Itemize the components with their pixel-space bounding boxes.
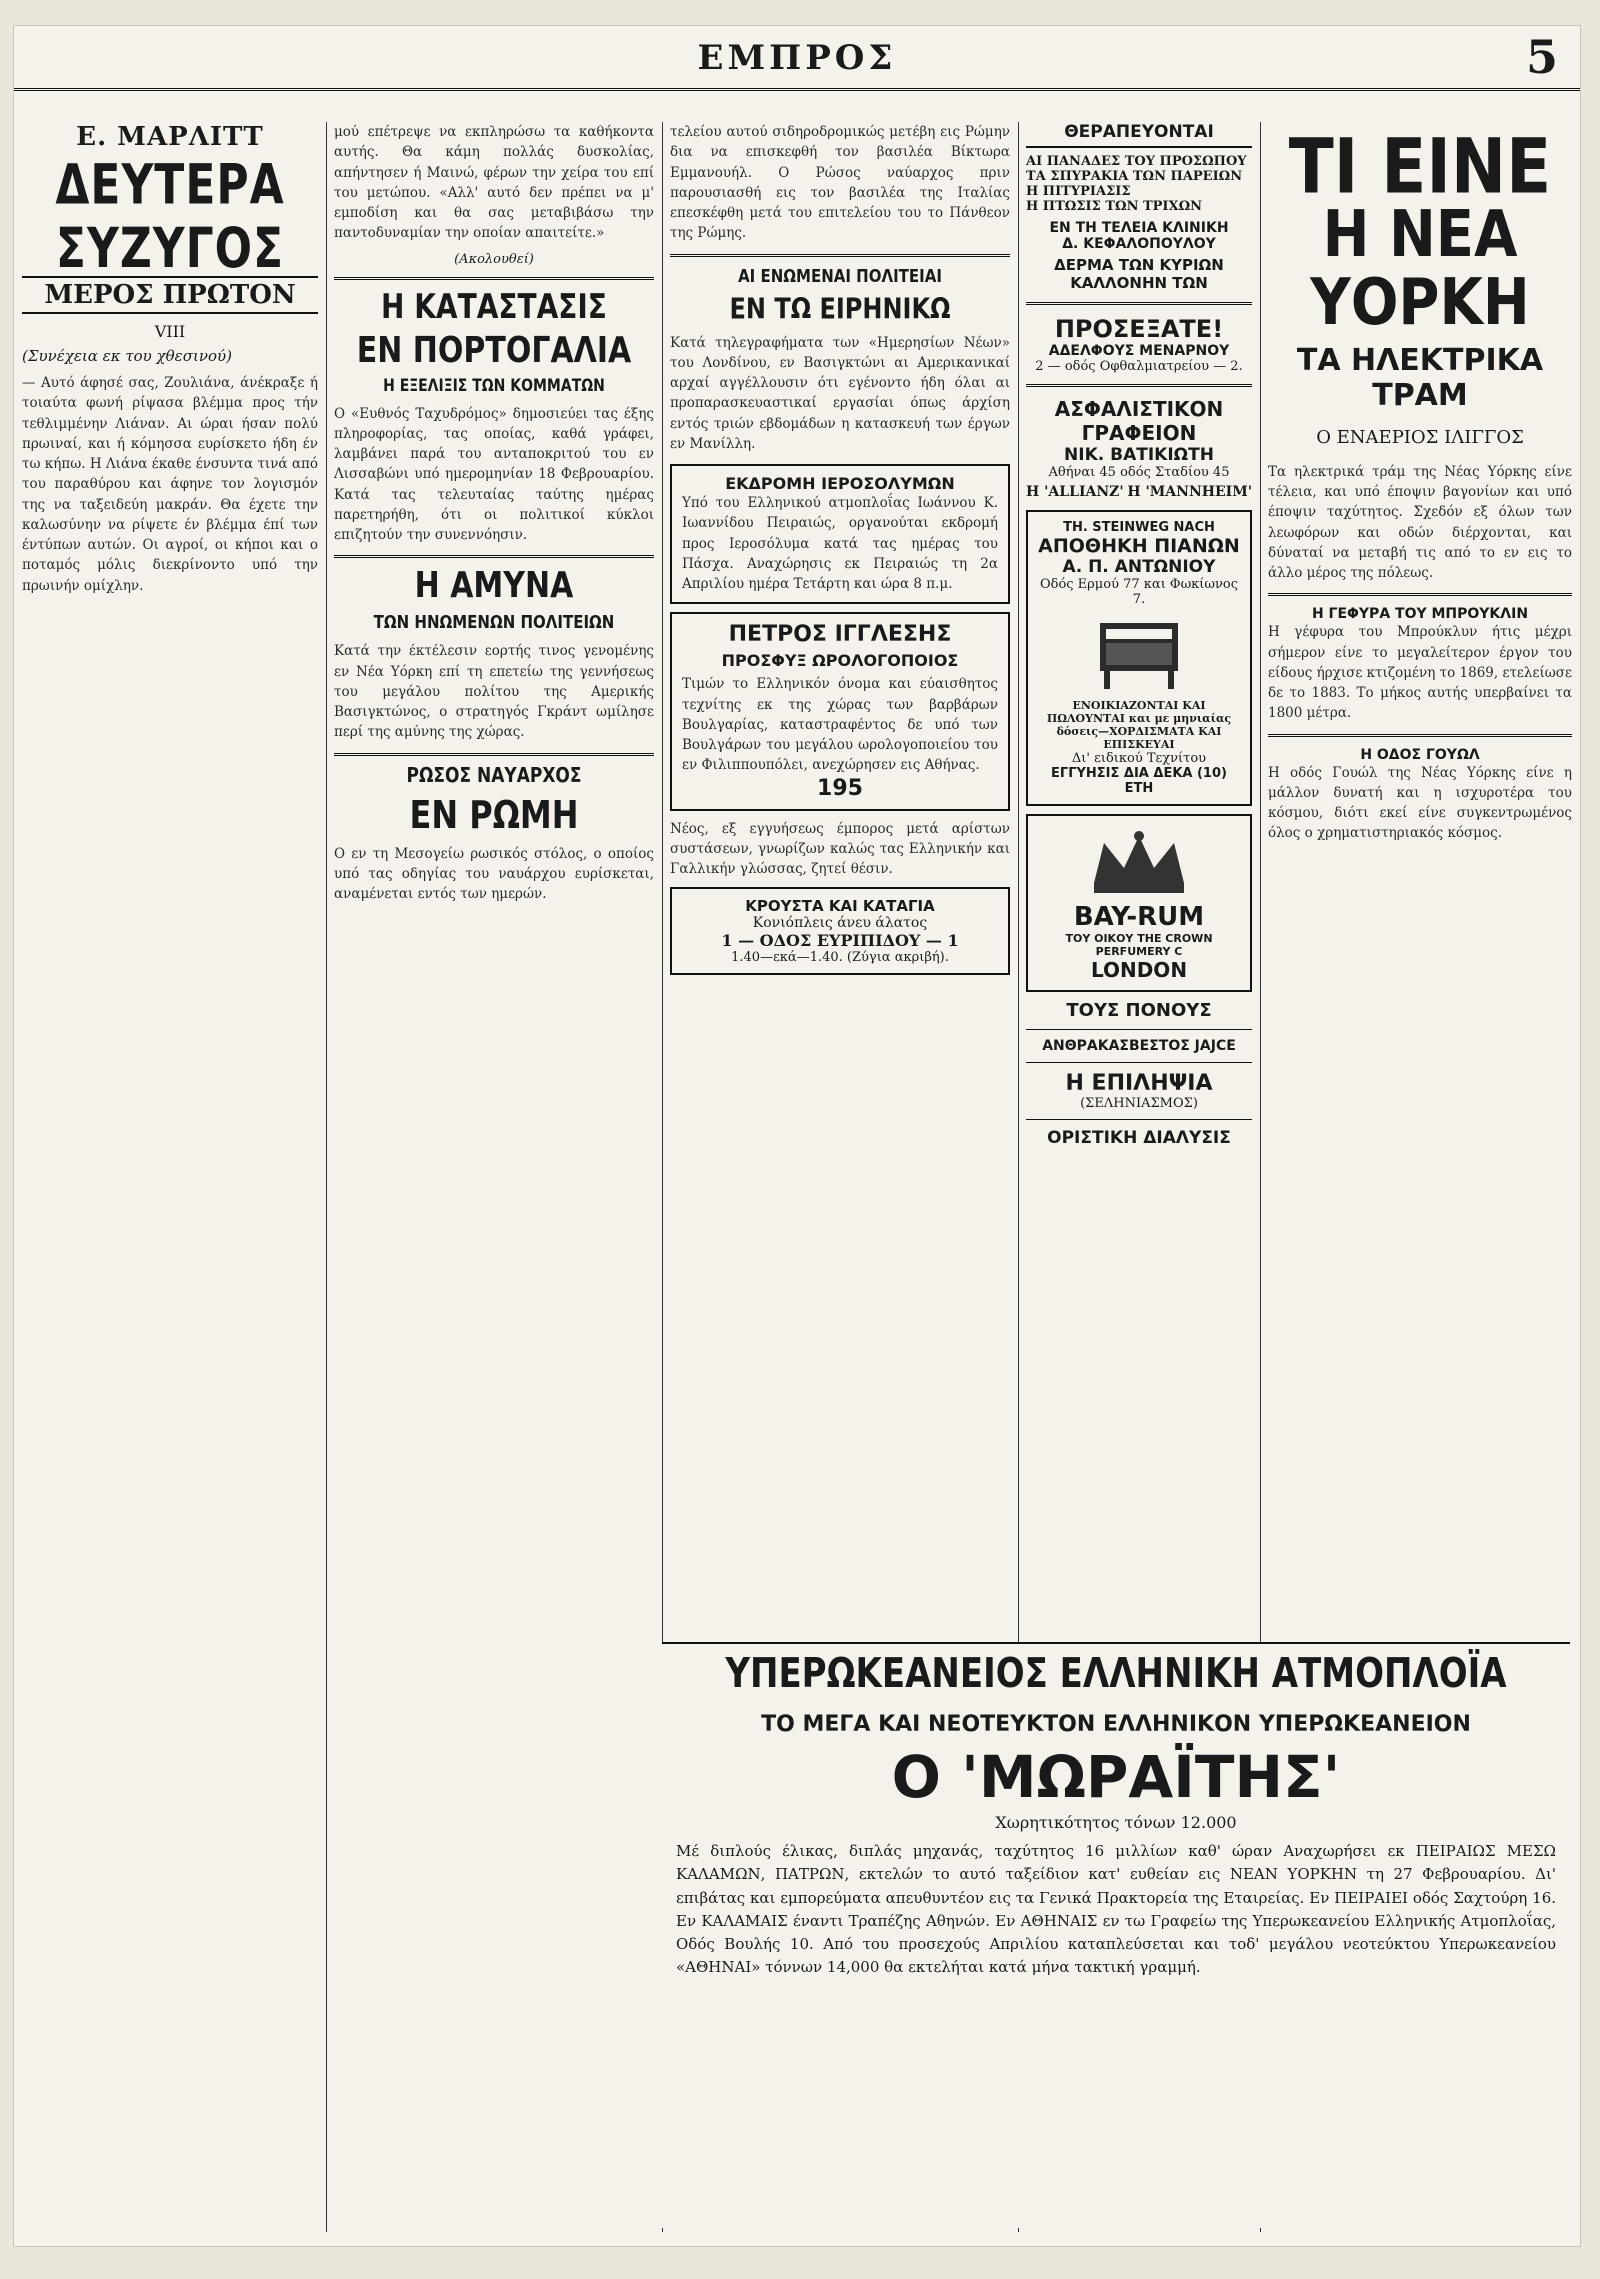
selin: (ΣΕΛΗΝΙΑΣΜΟΣ) bbox=[1080, 1096, 1198, 1111]
page-number: 5 bbox=[1525, 30, 1558, 84]
ny-title-2: Η ΝΕΑ ΥΟΡΚΗ bbox=[1310, 197, 1530, 341]
epilipsia: Η ΕΠΙΛΗΨΙΑ bbox=[1065, 1071, 1213, 1096]
ofth-address: 2 — οδός Οφθαλμιατρείου — 2. bbox=[1035, 359, 1243, 374]
separator bbox=[334, 555, 654, 558]
ship-name: Ο 'ΜΩΡΑΪΤΗΣ' bbox=[891, 1743, 1341, 1811]
therapeuontai-title: ΘΕΡΑΠΕΥΟΝΤΑΙ bbox=[1026, 122, 1252, 148]
ny-title-1: ΤΙ ΕΙΝΕ bbox=[1288, 122, 1552, 211]
apothiki-pianon: ΑΠΟΘΗΚΗ ΠΙΑΝΩΝ bbox=[1038, 535, 1240, 557]
amyna-text: Κατά την έκτέλεσιν εορτής τινος γενομένης εν Νέα Υόρκη επί τη επετείω της γεννήσεως του μεγάλου πολίτου της Αμερικής Βασιγκτώνος, ο στρατηγός Γκράντ ωμίλησε περί της αμύνης της χώρας. bbox=[334, 643, 654, 741]
anthrakas: ΑΝΘΡΑΚΑΣΒΕΣΤΟΣ JAJCE bbox=[1042, 1038, 1236, 1054]
bayrum-title: BAY-RUM bbox=[1073, 902, 1205, 932]
col3-top-text: τελείου αυτού σιδηροδρομικώς μετέβη εις Ρώμην δια να επισκεφθή τον βασιλέα Βίκτωρα Εμμανουήλ. Ο Ρώσος ναύαρχος πριν παρουσιασθή εις τον βασιλέα της Ιταλίας επεσκέφθη μετά του επιτελείου του το Πάνθεον της Ρώμης. bbox=[670, 124, 1010, 242]
kefalopoulou: Δ. ΚΕΦΑΛΟΠΟΥΛΟΥ bbox=[1062, 236, 1216, 252]
subhead-amyna: ΤΩΝ ΗΝΩΜΕΝΩΝ ΠΟΛΙΤΕΙΩΝ bbox=[373, 611, 615, 634]
serial-continued: (Συνέχεια εκ του χθεσινού) bbox=[22, 347, 232, 365]
ad-line: Η ΠΤΩΣΙΣ ΤΩΝ ΤΡΙΧΩΝ bbox=[1026, 199, 1203, 214]
serial-title: ΔΕΥΤΕΡΑ ΣΥΖΥΓΟΣ bbox=[55, 153, 285, 281]
separator bbox=[1026, 1119, 1252, 1120]
crown-icon bbox=[1084, 828, 1194, 898]
headline-enomenai: ΑΙ ΕΝΩΜΕΝΑΙ ΠΟΛΙΤΕΙΑΙ bbox=[738, 264, 942, 287]
krouta-address: 1 — ΟΔΟΣ ΕΥΡΙΠΙΔΟΥ — 1 bbox=[721, 931, 959, 951]
vatikioti: ΝΙΚ. ΒΑΤΙΚΙΩΤΗ bbox=[1064, 445, 1214, 465]
neos-notice: Νέος, εξ εγγυήσεως έμπορος μετά αρίστων συστάσεων, γνωρίζων καλώς τας Ελληνικήν και Γαλλικήν γλώσσας, ζητεί θέσιν. bbox=[670, 820, 1010, 877]
kallonh: ΚΑΛΛΟΝΗΝ ΤΩΝ bbox=[1070, 274, 1208, 292]
eirhniko-text: Κατά τηλεγραφήματα των «Ημερησίων Νέων» του Λονδίνου, εν Βασιγκτώνι αι Αμερικανικαί αρχαί αγγέλλουσιν ότι εγένοντο ήδη όλαι αι προπαρασκευαστικαί εργασίαι όπως άρχίση εντός τριών εβδομάδων η κατασκευή των έργων εν Μανίλλη. bbox=[670, 334, 1010, 452]
petros-name: ΠΕΤΡΟΣ ΙΓΓΛΕΣΗΣ bbox=[728, 622, 952, 648]
ad-line: Η ΠΙΤΥΡΙΑΣΙΣ bbox=[1026, 184, 1131, 199]
tous-ponous: ΤΟΥΣ ΠΟΝΟΥΣ bbox=[1066, 1000, 1212, 1021]
banner-text: Μέ διπλούς έλικας, διπλάς μηχανάς, ταχύτητος 16 μιλλίων καθ' ώραν Αναχωρήσει εκ ΠΕΙΡΑΙΩΣ ΜΕΣΩ ΚΑΛΑΜΩΝ, ΠΑΤΡΩΝ, εκτελών το αυτό ταξείδιον κατ' ευθείαν εις ΝΕΑΝ ΥΟΡΚΗΝ τη 27 Φεβρουαρίου. Δι' επιβάτας και εμπορεύματα απευθυντέον εις τα Γενικά Πρακτορεία της Εταιρείας. Εν ΠΕΙΡΑΙΕΙ οδός Σαχτούρη 16. Εν ΚΑΛΑΜΑΙΣ έναντι Τραπέζης Αθηνών. Εν ΑΘΗΝΑΙΣ εν τω Γραφείω της Υπερωκεανείου Ελληνικής Ατμοπλοΐας, Οδός Βουλής 10. Από του προσεχούς Απριλίου καταπλεύσεται και τοδ' μεγάλου νεοτεύκτου Υπερωκεανείου «ΑΘΗΝΑΙ» τόννων 14,000 θα εκτελήται κατά μήνα τακτική γραμμή. bbox=[676, 1842, 1556, 1977]
headline-amyna: Η ΑΜΥΝΑ bbox=[414, 564, 574, 607]
to-be-continued: (Ακολουθεί) bbox=[454, 251, 534, 267]
column-serial bbox=[14, 122, 326, 2232]
mpoarnou: ΑΔΕΛΦΟΥΣ ΜΕΝΑΡΝΟΥ bbox=[1048, 343, 1230, 359]
ekdromi-title: ΕΚΔΡΟΜΗ ΙΕΡΟΣΟΛΥΜΩΝ bbox=[725, 474, 955, 493]
ship-banner-ad bbox=[662, 1642, 1570, 2228]
separator bbox=[1026, 302, 1252, 305]
oristiki: ΟΡΙΣΤΙΚΗ ΔΙΑΛΥΣΙΣ bbox=[1047, 1128, 1231, 1148]
petros-price: 195 bbox=[817, 775, 863, 801]
technitou: Δι' ειδικού Τεχνίτου bbox=[1071, 751, 1207, 766]
col2-top-text: μού επέτρεψε να εκπληρώσω τα καθήκοντα αυτής. Θα κάμη πολλάς δυσκολίας, απήντησεν ή Μαινώ, φέρων την χείρα του επί του μετώπου. «Αλλ' αυτό δεν πρέπει να μ' εμποδίση και θα σας μεταβιβάσω την παντοδυναμίαν την οποίαν απαιτείτε.» bbox=[334, 124, 654, 242]
serial-part-number: VIII bbox=[154, 322, 186, 341]
derma: ΔΕΡΜΑ ΤΩΝ ΚΥΡΙΩΝ bbox=[1054, 256, 1224, 274]
serial-author: Ε. ΜΑΡΛΙΤΤ bbox=[76, 122, 264, 152]
klinikh: ΕΝ ΤΗ ΤΕΛΕΙΑ ΚΛΙΝΙΚΗ bbox=[1049, 220, 1229, 236]
serial-body: — Αυτό άφησέ σας, Ζουλιάνα, άνέκραξε ή τοιαύτα φωνή ρίψασα βλέμμα προς τήν τεθλιμμένην Λιάναν. Αι ώραι ήσαν πολύ πρωιναί, και ή κόμησσα ευρίσκετο ήδη έν τω κήπω. Η Λιάνα έκαθε ένσυντα τινά από του παραθύρου και άφηνε τον λογισμόν της να ταξειδεύη μακράν. Θα έχετε την καλωσύνην να ρίψετε έν βλέμμα έπί των έντύπων αυτών. Οι αγροί, οι κήποι και ο ποταμός μόλις διεκρίνοντο υπό την πρωινήν ομίχλην. bbox=[22, 375, 318, 594]
separator bbox=[1268, 734, 1572, 737]
headline-eirhniko: ΕΝ ΤΩ ΕΙΡΗΝΙΚΩ bbox=[729, 291, 951, 326]
newspaper-title: ΕΜΠΡΟΣ bbox=[697, 38, 897, 78]
headline-en-romi: ΕΝ ΡΩΜΗ bbox=[409, 791, 579, 838]
ny-subtitle: ΤΑ ΗΛΕΚΤΡΙΚΑ ΤΡΑΜ bbox=[1296, 342, 1544, 413]
portugal-text: Ο «Ευθνός Ταχυδρόμος» δημοσιεύει τας έξης πληροφορίας, τας οποίας, καθά γράφει, λαμβάνει παρά του ανταποκριτού του εν Λισσαβώνι υπό ημερομηνίαν 18 Φεβρουαρίου. Κατά τας τελευταίας ταύτης ημέρας παρετηρήθη, ότι οι πολιτικοί κύκλοι επιζητούν την συνεννόησιν. bbox=[334, 405, 654, 543]
serial-part: ΜΕΡΟΣ ΠΡΩΤΟΝ bbox=[22, 276, 318, 314]
separator bbox=[1026, 1062, 1252, 1063]
headline-portogalia: ΕΝ ΠΟΡΤΟΓΑΛΙΑ bbox=[356, 329, 632, 371]
ship-tonnage: Χωρητικότητος τόνων 12.000 bbox=[995, 1813, 1237, 1832]
london: LONDON bbox=[1090, 958, 1188, 982]
masthead bbox=[14, 26, 1580, 91]
ad-line: ΤΑ ΣΠΥΡΑΚΙΑ ΤΩΝ ΠΑΡΕΙΩΝ bbox=[1026, 169, 1243, 184]
mannheim: Η 'MANNHEIM' bbox=[1127, 484, 1252, 500]
column-ads bbox=[1018, 122, 1260, 1642]
banner-line1: ΥΠΕΡΩΚΕΑΝΕΙΟΣ ΕΛΛΗΝΙΚΗ ΑΤΜΟΠΛΟΪΑ bbox=[725, 1650, 1507, 1698]
odos-head: Η ΟΔΟΣ ΓΟΥΩΛ bbox=[1360, 746, 1480, 763]
banner-line2: ΤΟ ΜΕΓΑ ΚΑΙ ΝΕΟΤΕΥΚΤΟΝ ΕΛΛΗΝΙΚΟΝ ΥΠΕΡΩΚΕΑΝΕΙΟΝ bbox=[761, 1712, 1471, 1737]
separator bbox=[1268, 593, 1572, 596]
allianz: Η 'ALLIANZ' bbox=[1026, 484, 1124, 500]
steinweg: TH. STEINWEG NACH bbox=[1063, 520, 1215, 535]
ermou-address: Οδός Ερμού 77 και Φωκίωνος 7. bbox=[1039, 577, 1239, 607]
ny-text-1: Τα ηλεκτρικά τράμ της Νέας Υόρκης είνε τέλεια, και υπό έποψιν βαγονίων και υπό έποψιν ταχύτητος. Σχεδόν εξ όλων των λεωφόρων και οδών διέρχονται, και δύναταί να μεταβή τις από το εν εις το άλλο μέρος της πόλεως. bbox=[1268, 463, 1572, 582]
rosos-text: Ο εν τη Μεσογείω ρωσικός στόλος, ο οποίος υπό τας οδηγίας του ναυάρχου ευρίσκεται, αναμένεται εντός των ημερών. bbox=[334, 845, 654, 902]
separator bbox=[334, 277, 654, 280]
petros-text: Τιμών το Ελληνικόν όνομα και εύαισθητος τεχνίτης εκ της χώρας των βαρβάρων Βουλγαρίας, καταστραφέντος δε υπό των Βουλγάρων του μεγάλου ωρολογοποιείου του εν Φιλιππουπόλει, ανεχώρησεν εις Αθήνας. bbox=[682, 676, 998, 774]
ny-text-3: Η οδός Γουώλ της Νέας Υόρκης είνε η μάλλον δυνατή και η ισχυροτέρα του κόσμου, διότι εκεί είνε συγκεντρωμένος όλος ο χρηματιστηριακός κόσμος. bbox=[1268, 764, 1572, 842]
piano-ad bbox=[1026, 510, 1252, 806]
prosexete: ΠΡΟΣΕΞΑΤΕ! bbox=[1054, 315, 1224, 343]
headline-katastasis: Η ΚΑΤΑΣΤΑΣΙΣ bbox=[381, 286, 607, 326]
krouta-title: ΚΡΟΥΣΤΑ ΚΑΙ ΚΑΤΑΓΙΑ bbox=[745, 897, 935, 916]
athinai-address: Αθήναι 45 οδός Σταδίου 45 bbox=[1048, 465, 1230, 480]
ad-line: ΑΙ ΠΑΝΑΔΕΣ ΤΟΥ ΠΡΟΣΩΠΟΥ bbox=[1026, 154, 1247, 169]
petros-subtitle: ΠΡΟΣΦΥΞ ΩΡΟΛΟΓΟΠΟΙΟΣ bbox=[721, 651, 959, 671]
piano-rent: ΕΝΟΙΚΙΑΖΟΝΤΑΙ ΚΑΙ ΠΩΛΟΥΝΤΑΙ και με μηνιαίας δόσεις—ΧΟΡΔΙΣΜΑΤΑ ΚΑΙ ΕΠΙΣΚΕΥΑΙ bbox=[1046, 699, 1232, 751]
asfal-title: ΑΣΦΑΛΙΣΤΙΚΟΝ ΓΡΑΦΕΙΟΝ bbox=[1054, 397, 1224, 445]
separator bbox=[1026, 384, 1252, 387]
antoniou: Α. Π. ΑΝΤΩΝΙΟΥ bbox=[1062, 557, 1216, 577]
headline-rosos: ΡΩΣΟΣ ΝΑΥΑΡΧΟΣ bbox=[406, 763, 582, 788]
piano-icon bbox=[1094, 613, 1184, 693]
krouta-text: Κονιόπλεις άνευ άλατος bbox=[752, 915, 928, 932]
insurers bbox=[1026, 484, 1252, 500]
crown-text: ΤΟΥ ΟΙΚΟΥ THE CROWN PERFUMERY C bbox=[1065, 932, 1213, 958]
ny-byline: Ο ΕΝΑΕΡΙΟΣ ΙΛΙΓΓΟΣ bbox=[1316, 426, 1524, 448]
separator bbox=[334, 753, 654, 756]
separator bbox=[1026, 1029, 1252, 1030]
bayrum-ad bbox=[1026, 814, 1252, 992]
newspaper-page bbox=[14, 26, 1580, 2246]
gefyra-head: Η ΓΕΦΥΡΑ ΤΟΥ ΜΠΡΟΥΚΛΙΝ bbox=[1311, 606, 1529, 623]
ekdromi-text: Υπό του Ελληνικού ατμοπλοΐας Ιωάννου Κ. Ιωαννίδου Πειραιώς, οργανούται εκδρομή προς Ιεροσόλυμα κατά τας ημέρας του Πάσχα. Αναχώρησις εκ Πειραιώς τη 2α Απριλίου ημέρα Τετάρτη και ώρα 8 π.μ. bbox=[682, 495, 998, 592]
subhead-komata: Η ΕΞΕΛΙΞΙΣ ΤΩΝ ΚΟΜΜΑΤΩΝ bbox=[383, 375, 605, 396]
column-portugal bbox=[326, 122, 662, 2232]
engyisis: ΕΓΓΥΗΣΙΣ ΔΙΑ ΔΕΚΑ (10) ΕΤΗ bbox=[1051, 766, 1227, 796]
ny-text-2: Η γέφυρα του Μπρούκλυν ήτις μέχρι σήμερον είνε το μεγαλείτερον έργον του είδους ήρχισε κτιζομένη το 1869, ετελείωσε δε το 1883. Το μήκος αυτής υπερβαίνει τα 1800 μέτρα. bbox=[1268, 624, 1572, 722]
krouta-price: 1.40—εκά—1.40. (Ζύγια ακριβή). bbox=[731, 950, 949, 966]
